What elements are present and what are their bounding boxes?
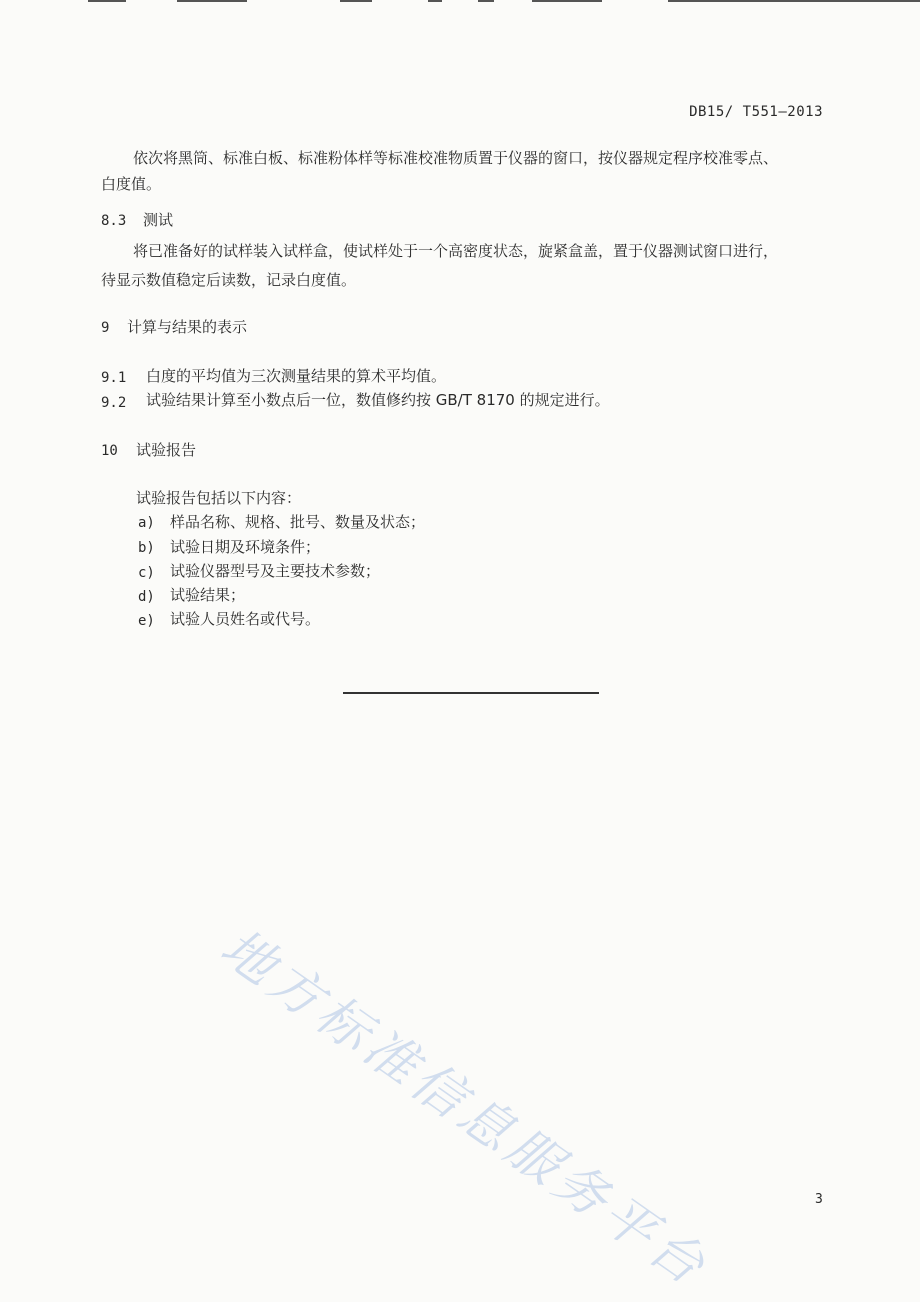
section-9-1-text: 白度的平均值为三次测量结果的算术平均值。 (146, 367, 447, 385)
top-border-segment (668, 0, 920, 2)
section-8-3-paragraph-line2: 待显示数值稳定后读数，记录白度值。 (101, 271, 357, 289)
section-8-3-paragraph-line1: 将已准备好的试样装入试样盒，使试样处于一个高密度状态，旋紧盒盖，置于仪器测试窗口进行， (133, 242, 779, 260)
section-9-1-number: 9.1 (101, 370, 127, 386)
section-8-3-title: 测试 (143, 211, 174, 229)
section-9-number: 9 (101, 320, 110, 336)
top-border-segment (478, 0, 494, 2)
section-9-title: 计算与结果的表示 (127, 318, 248, 336)
section8-paragraph-line1: 依次将黑筒、标准白板、标准粉体样等标准校准物质置于仪器的窗口，按仪器规定程序校准零点、 (133, 149, 779, 167)
list-item-text: 试验日期及环境条件； (170, 538, 321, 556)
end-of-document-rule (343, 692, 599, 694)
list-item-marker: a) (138, 515, 155, 531)
watermark: 地方标准信息服务平台 (209, 917, 720, 1300)
page-number: 3 (815, 1192, 823, 1207)
list-item-text: 试验结果； (170, 586, 246, 604)
list-item-text: 试验人员姓名或代号。 (170, 610, 321, 628)
top-border-segment (88, 0, 126, 2)
top-border-segment (340, 0, 372, 2)
list-item-marker: e) (138, 613, 155, 629)
section-9-2-text: 试验结果计算至小数点后一位，数值修约按 GB/T 8170 的规定进行。 (146, 391, 610, 409)
section-10-number: 10 (101, 443, 118, 459)
report-intro: 试验报告包括以下内容： (136, 489, 302, 507)
top-border-segment (428, 0, 442, 2)
section-10-title: 试验报告 (136, 441, 197, 459)
top-border-segment (532, 0, 602, 2)
list-item-text: 样品名称、规格、批号、数量及状态； (170, 513, 426, 531)
list-item-text: 试验仪器型号及主要技术参数； (170, 562, 381, 580)
list-item-marker: c) (138, 565, 155, 581)
list-item-marker: d) (138, 589, 155, 605)
section-9-2-number: 9.2 (101, 395, 127, 411)
list-item-marker: b) (138, 540, 155, 556)
section-8-3-number: 8.3 (101, 213, 127, 229)
document-code: DB15/ T551—2013 (689, 104, 823, 120)
top-border-segment (177, 0, 247, 2)
section8-paragraph-line2: 白度值。 (101, 175, 162, 193)
